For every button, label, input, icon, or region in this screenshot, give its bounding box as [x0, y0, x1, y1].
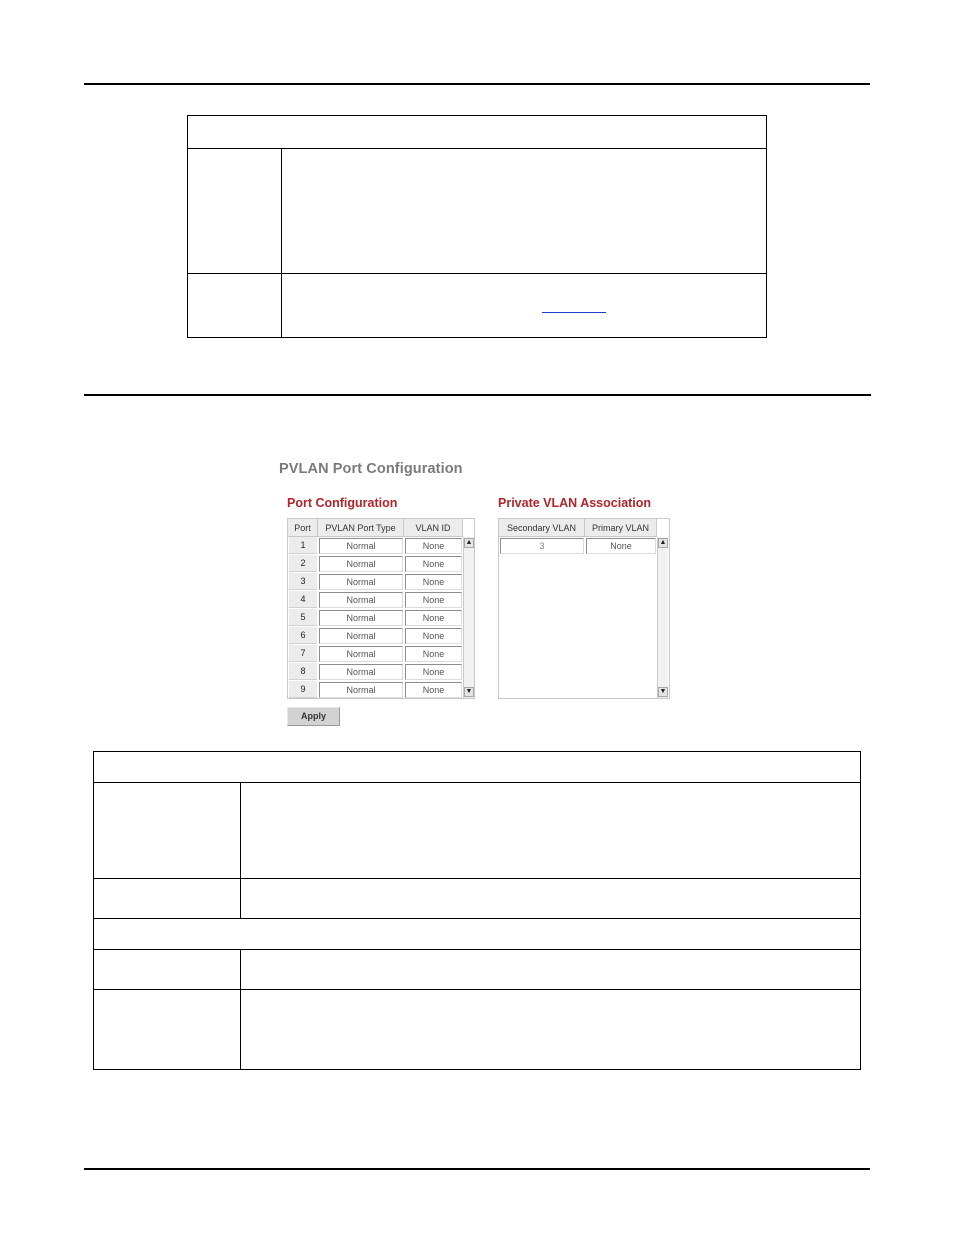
- port-config-table: [287, 518, 475, 699]
- arrow-down-icon[interactable]: ▼: [465, 688, 473, 695]
- lower-table-row-divider: [94, 878, 860, 879]
- port-table-scrollbar[interactable]: [463, 537, 474, 698]
- lower-table-row-divider: [94, 918, 860, 919]
- association-table-scrollbar[interactable]: [657, 537, 668, 698]
- vlan-id-select[interactable]: None: [405, 628, 462, 644]
- port-number: 6: [289, 627, 317, 644]
- arrow-down-icon[interactable]: ▼: [659, 688, 667, 695]
- column-header-port: Port: [288, 519, 318, 537]
- port-config-title: Port Configuration: [287, 496, 398, 510]
- pvlan-port-type-select[interactable]: Normal: [319, 592, 403, 608]
- primary-vlan-select[interactable]: None: [586, 538, 656, 554]
- column-header-pvlan-port-type: PVLAN Port Type: [318, 519, 404, 537]
- vlan-id-select[interactable]: None: [405, 574, 462, 590]
- pvlan-port-type-select[interactable]: Normal: [319, 664, 403, 680]
- lower-table-row-divider: [94, 782, 860, 783]
- upper-table: [187, 115, 767, 338]
- pvlan-port-type-select[interactable]: Normal: [319, 556, 403, 572]
- vlan-id-select[interactable]: None: [405, 556, 462, 572]
- vlan-id-select[interactable]: None: [405, 646, 462, 662]
- pvlan-port-type-select[interactable]: Normal: [319, 628, 403, 644]
- port-number: 1: [289, 537, 317, 554]
- vlan-id-select[interactable]: None: [405, 682, 462, 698]
- lower-table-column-divider: [240, 782, 241, 918]
- pvlan-port-type-select[interactable]: Normal: [319, 610, 403, 626]
- header-rule: [84, 83, 870, 85]
- column-header-primary-vlan: Primary VLAN: [585, 519, 657, 537]
- pvlan-port-type-select[interactable]: Normal: [319, 538, 403, 554]
- pvlan-port-type-select[interactable]: Normal: [319, 682, 403, 698]
- lower-table-column-divider: [240, 949, 241, 1069]
- upper-table-row-divider: [188, 148, 766, 149]
- pvlan-port-type-select[interactable]: Normal: [319, 574, 403, 590]
- upper-table-column-divider: [281, 148, 282, 337]
- pvlan-port-type-select[interactable]: Normal: [319, 646, 403, 662]
- arrow-up-icon[interactable]: ▲: [465, 539, 473, 546]
- apply-button[interactable]: Apply: [287, 707, 340, 726]
- secondary-vlan-field[interactable]: 3: [500, 538, 584, 554]
- footer-rule: [84, 1168, 870, 1170]
- lower-table: [93, 751, 861, 1070]
- section-rule: [84, 394, 871, 396]
- vlan-id-select[interactable]: None: [405, 538, 462, 554]
- arrow-up-icon[interactable]: ▲: [659, 539, 667, 546]
- port-number: 2: [289, 555, 317, 572]
- port-number: 8: [289, 663, 317, 680]
- vlan-id-select[interactable]: None: [405, 610, 462, 626]
- lower-table-row-divider: [94, 949, 860, 950]
- vlan-id-select[interactable]: None: [405, 664, 462, 680]
- column-header-secondary-vlan: Secondary VLAN: [499, 519, 585, 537]
- upper-table-link[interactable]: [542, 312, 606, 313]
- port-number: 4: [289, 591, 317, 608]
- pvlan-association-table: [498, 518, 670, 699]
- port-number: 7: [289, 645, 317, 662]
- column-header-vlan-id: VLAN ID: [404, 519, 463, 537]
- port-number: 5: [289, 609, 317, 626]
- lower-table-row-divider: [94, 989, 860, 990]
- upper-table-row-divider: [188, 273, 766, 274]
- pvlan-assoc-title: Private VLAN Association: [498, 496, 652, 510]
- port-number: 9: [289, 681, 317, 698]
- page-title: PVLAN Port Configuration: [279, 461, 463, 477]
- vlan-id-select[interactable]: None: [405, 592, 462, 608]
- port-number: 3: [289, 573, 317, 590]
